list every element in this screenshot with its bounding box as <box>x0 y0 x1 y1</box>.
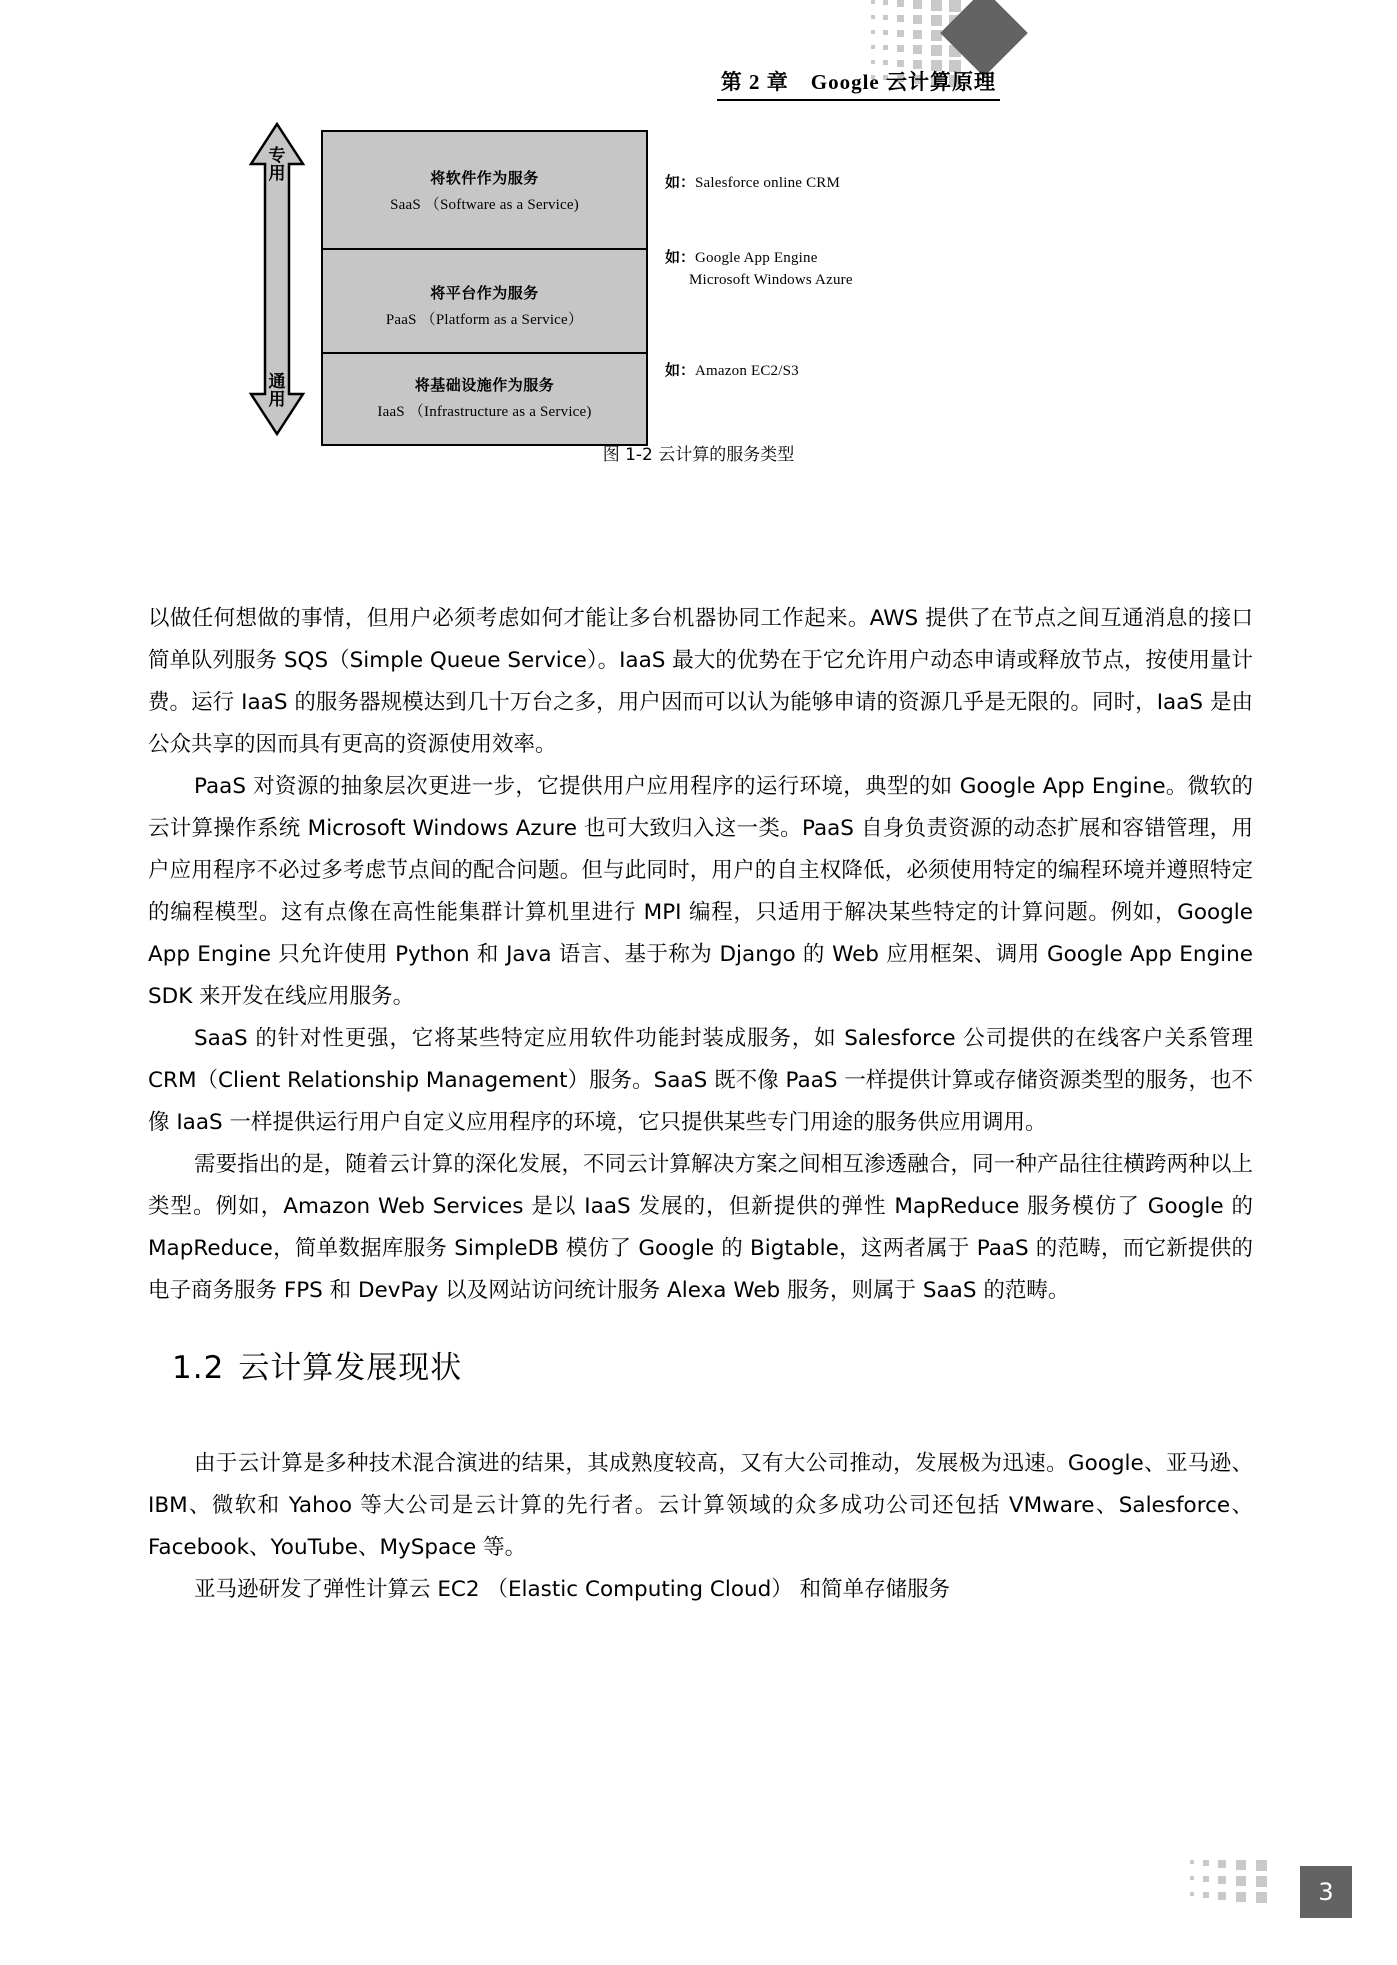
layer-paas <box>323 248 646 352</box>
chapter-title-text: 第 2 章 Google 云计算原理 <box>717 66 1000 101</box>
example-saas-prefix: 如： <box>665 173 696 191</box>
example-paas-line1: Google App Engine <box>695 250 818 266</box>
paragraph-1: 以做任何想做的事情，但用户必须考虑如何才能让多台机器协同工作起来。AWS 提供了在节点之间互通消息的接口简单队列服务 SQS（Simple Queue Service）。IaaS 最大的优势在于它允许用户动态申请或释放节点，按使用量计费。运行 IaaS 的服务器规模达到几十万台之多，用户因而可以认为能够申请的资源几乎是无限的。同时，IaaS 是由公众共享的因而具有更高的资源使用效率。 <box>148 606 1253 757</box>
example-iaas-prefix: 如： <box>665 361 696 379</box>
body-content <box>148 598 1253 1611</box>
example-paas <box>665 247 853 292</box>
paragraph-2: PaaS 对资源的抽象层次更进一步，它提供用户应用程序的运行环境，典型的如 Google App Engine。微软的云计算操作系统 Microsoft Windows Azure 也可大致归入这一类。PaaS 自身负责资源的动态扩展和容错管理，用户应用程序不必过多考虑节点间的配合问题。但与此同时，用户的自主权降低，必须使用特定的编程环境并遵照特定的编程模型。这有点像在高性能集群计算机里进行 MPI 编程，只适用于解决某些特定的计算问题。例如，Google App Engine 只允许使用 Python 和 Java 语言、基于称为 Django 的 Web 应用框架、调用 Google App Engine SDK 来开发在线应用服务。 <box>148 774 1253 1009</box>
paragraph-5: 由于云计算是多种技术混合演进的结果，其成熟度较高，又有大公司推动，发展极为迅速。Google、亚马逊、IBM、微软和 Yahoo 等大公司是云计算的先行者。云计算领域的众多成功公司还包括 VMware、Salesforce、Facebook、YouTube、MySpace 等。 <box>148 1451 1253 1560</box>
layer-iaas-en: IaaS （Infrastructure as a Service) <box>377 403 592 420</box>
spectrum-arrow <box>247 120 307 438</box>
layer-saas-cn: 将软件作为服务 <box>430 168 539 187</box>
layer-saas-en: SaaS （Software as a Service) <box>390 196 579 213</box>
example-paas-prefix: 如： <box>665 248 696 266</box>
layer-iaas-cn: 将基础设施作为服务 <box>414 375 555 394</box>
layer-iaas <box>323 352 646 444</box>
heading-spacer <box>148 1387 1253 1443</box>
arrow-label-bottom: 通用 <box>268 372 286 411</box>
example-iaas-line1: Amazon EC2/S3 <box>695 363 799 379</box>
paragraph-4: 需要指出的是，随着云计算的深化发展，不同云计算解决方案之间相互渗透融合，同一种产品往往横跨两种以上类型。例如，Amazon Web Services 是以 IaaS 发展的，但新提供的弹性 MapReduce 服务模仿了 Google 的 MapReduce，简单数据库服务 SimpleDB 模仿了 Google 的 Bigtable，这两者属于 PaaS 的范畴，而它新提供的电子商务服务 FPS 和 DevPay 以及网站访问统计服务 Alexa Web 服务，则属于 SaaS 的范畴。 <box>148 1152 1253 1303</box>
layer-paas-en: PaaS （Platform as a Service） <box>385 311 584 328</box>
figure-caption: 图 1-2 云计算的服务类型 <box>602 445 795 465</box>
page-number: 3 <box>1300 1866 1352 1918</box>
arrow-label-top: 专用 <box>268 146 286 184</box>
example-saas-line1: Salesforce online CRM <box>695 175 841 191</box>
section-title: 云计算发展现状 <box>238 1350 463 1386</box>
footer-ornament <box>1190 1860 1370 1930</box>
example-iaas <box>665 360 799 383</box>
layer-saas <box>323 132 646 248</box>
section-number: 1.2 <box>172 1350 225 1386</box>
example-saas <box>665 172 840 195</box>
layer-paas-cn: 将平台作为服务 <box>430 283 539 302</box>
page-header-title <box>0 66 1397 101</box>
paragraph-3: SaaS 的针对性更强，它将某些特定应用软件功能封装成服务，如 Salesforce 公司提供的在线客户关系管理 CRM（Client Relationship Management）服务。SaaS 既不像 PaaS 一样提供计算或存储资源类型的服务，也不像 IaaS 一样提供运行用户自定义应用程序的环境，它只提供某些专门用途的服务供应用调用。 <box>148 1026 1253 1135</box>
paragraph-6: 亚马逊研发了弹性计算云 EC2 （Elastic Computing Cloud） 和简单存储服务 <box>194 1577 951 1602</box>
service-layer-stack <box>321 130 648 446</box>
figure-service-types <box>0 120 1397 540</box>
example-paas-line2: Microsoft Windows Azure <box>689 271 853 288</box>
footer-grid-pattern <box>1190 1860 1286 1914</box>
section-heading-1-2 <box>148 1342 1253 1387</box>
